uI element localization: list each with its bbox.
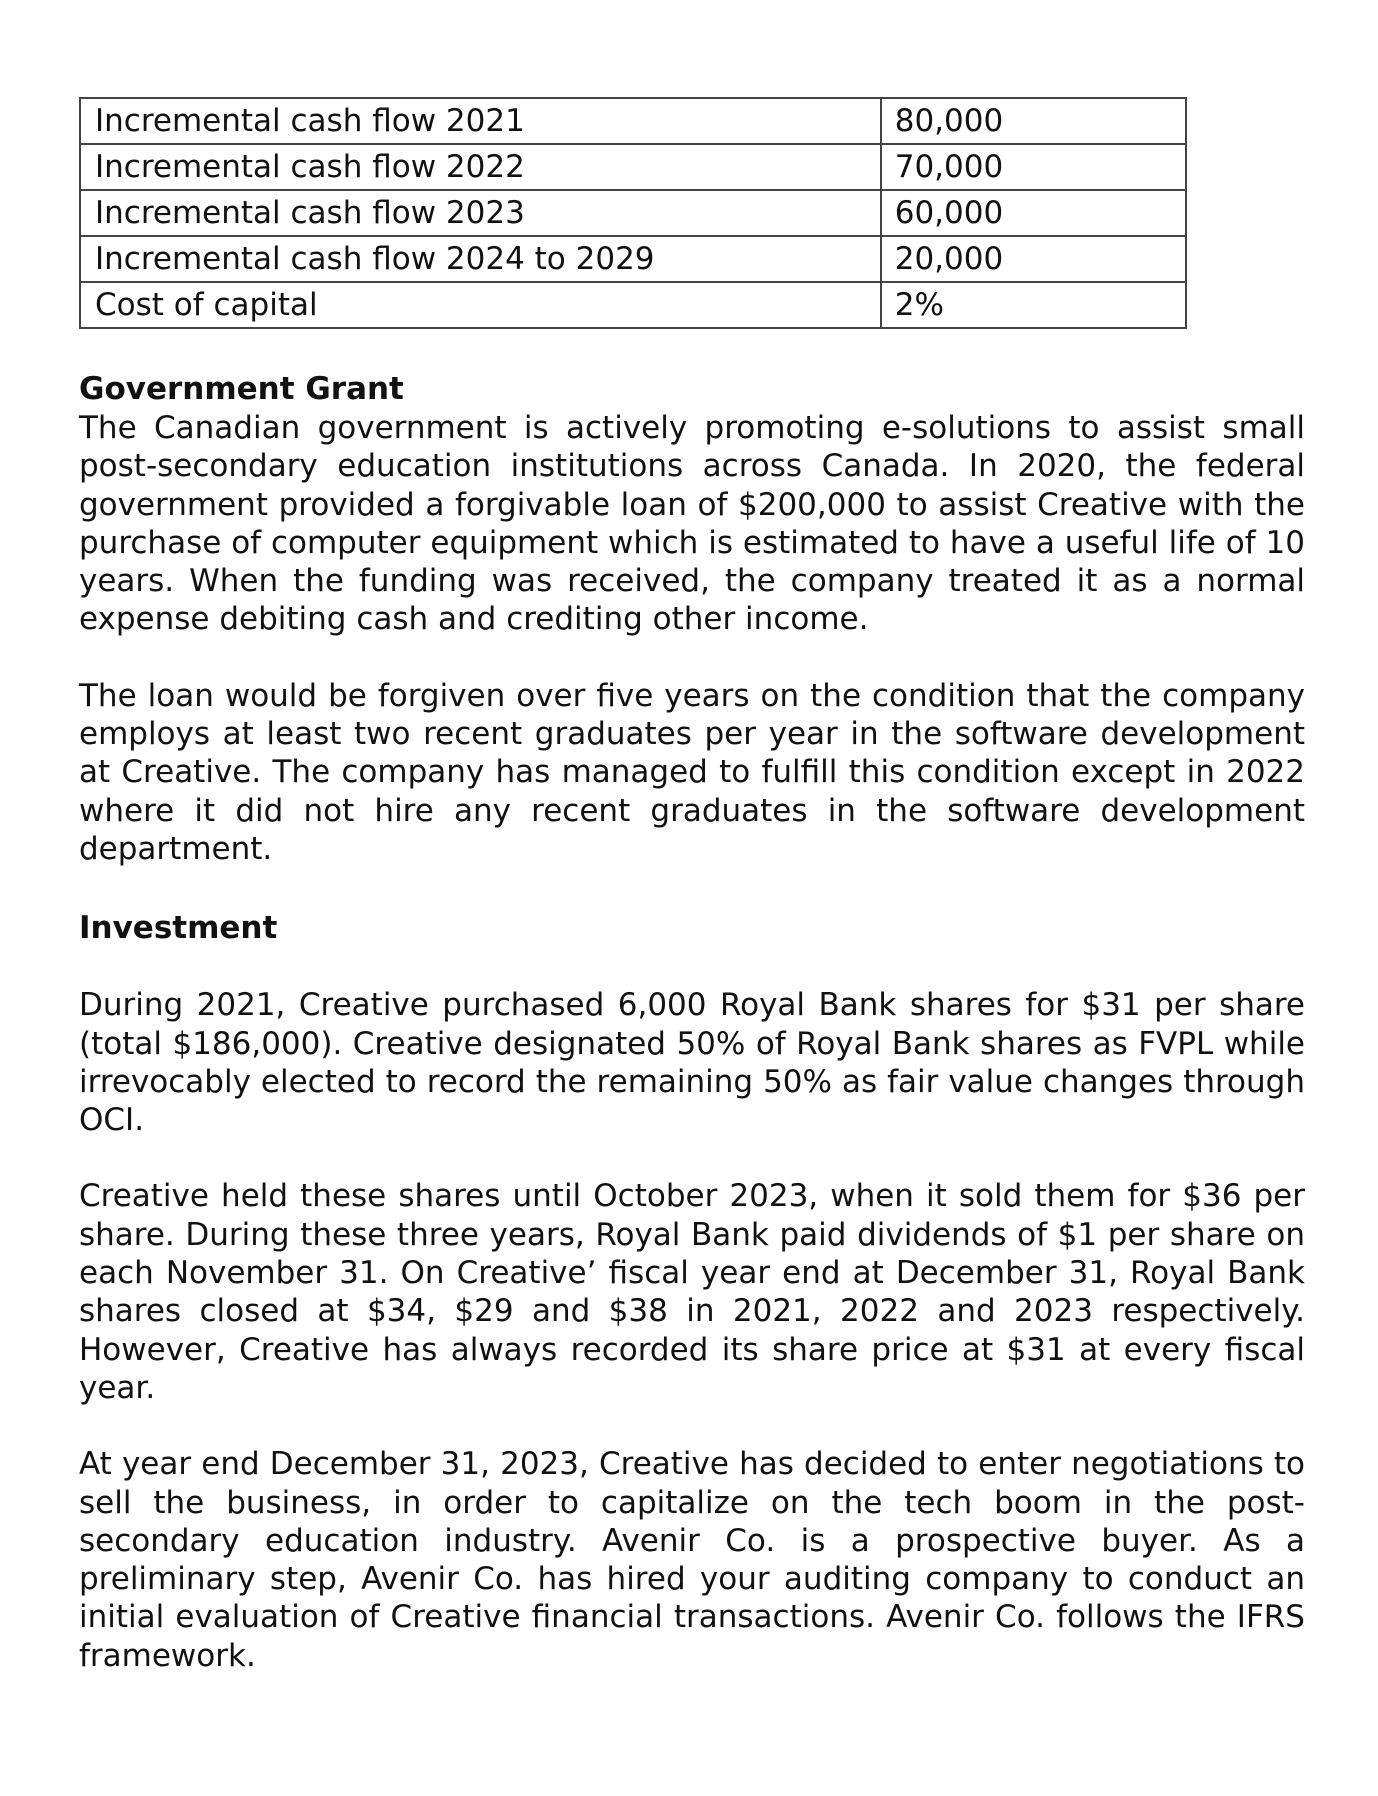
row-value: 80,000 (881, 98, 1186, 144)
investment-paragraph-1: During 2021, Creative purchased 6,000 Royal Bank shares for $31 per share (total $186,000). Creative designated 50% of Royal Bank shares as FVPL while irrevocably elected to record the remaining 50% as fair value changes through OCI. (79, 987, 1305, 1139)
government-grant-section (79, 369, 1305, 868)
row-label: Incremental cash flow 2021 (80, 98, 881, 144)
row-value: 2% (881, 282, 1186, 328)
government-grant-paragraph-1: The Canadian government is actively promoting e-solutions to assist small post-secondary education institutions across Canada. In 2020, the federal government provided a forgivable loan of $200,000 to assist Creative with the purchase of computer equipment which is estimated to have a useful life of 10 years. When the funding was received, the company treated it as a normal expense debiting cash and crediting other income. (79, 410, 1305, 638)
row-value: 70,000 (881, 144, 1186, 190)
table-row (80, 144, 1186, 190)
cash-flow-table (79, 97, 1187, 329)
investment-section (79, 908, 1305, 1675)
table-row (80, 98, 1186, 144)
table-row (80, 236, 1186, 282)
investment-paragraph-2: Creative held these shares until October 2023, when it sold them for $36 per share. During these three years, Royal Bank paid dividends of $1 per share on each November 31. On Creative’ fiscal year end at December 31, Royal Bank shares closed at $34, $29 and $38 in 2021, 2022 and 2023 respectively. However, Creative has always recorded its share price at $31 at every fiscal year. (79, 1178, 1305, 1406)
row-value: 60,000 (881, 190, 1186, 236)
row-value: 20,000 (881, 236, 1186, 282)
table-row (80, 282, 1186, 328)
table-row (80, 190, 1186, 236)
row-label: Cost of capital (80, 282, 881, 328)
document-page (79, 97, 1305, 1675)
row-label: Incremental cash flow 2023 (80, 190, 881, 236)
row-label: Incremental cash flow 2024 to 2029 (80, 236, 881, 282)
investment-paragraph-3: At year end December 31, 2023, Creative has decided to enter negotiations to sell the business, in order to capitalize on the tech boom in the post-secondary education industry. Avenir Co. is a prospective buyer. As a preliminary step, Avenir Co. has hired your auditing company to conduct an initial evaluation of Creative financial transactions. Avenir Co. follows the IFRS framework. (79, 1446, 1305, 1674)
government-grant-heading: Government Grant (79, 371, 404, 407)
row-label: Incremental cash flow 2022 (80, 144, 881, 190)
investment-heading: Investment (79, 910, 278, 947)
government-grant-paragraph-2: The loan would be forgiven over five years on the condition that the company employs at least two recent graduates per year in the software development at Creative. The company has managed to fulfill this condition except in 2022 where it did not hire any recent graduates in the software development department. (79, 677, 1305, 867)
